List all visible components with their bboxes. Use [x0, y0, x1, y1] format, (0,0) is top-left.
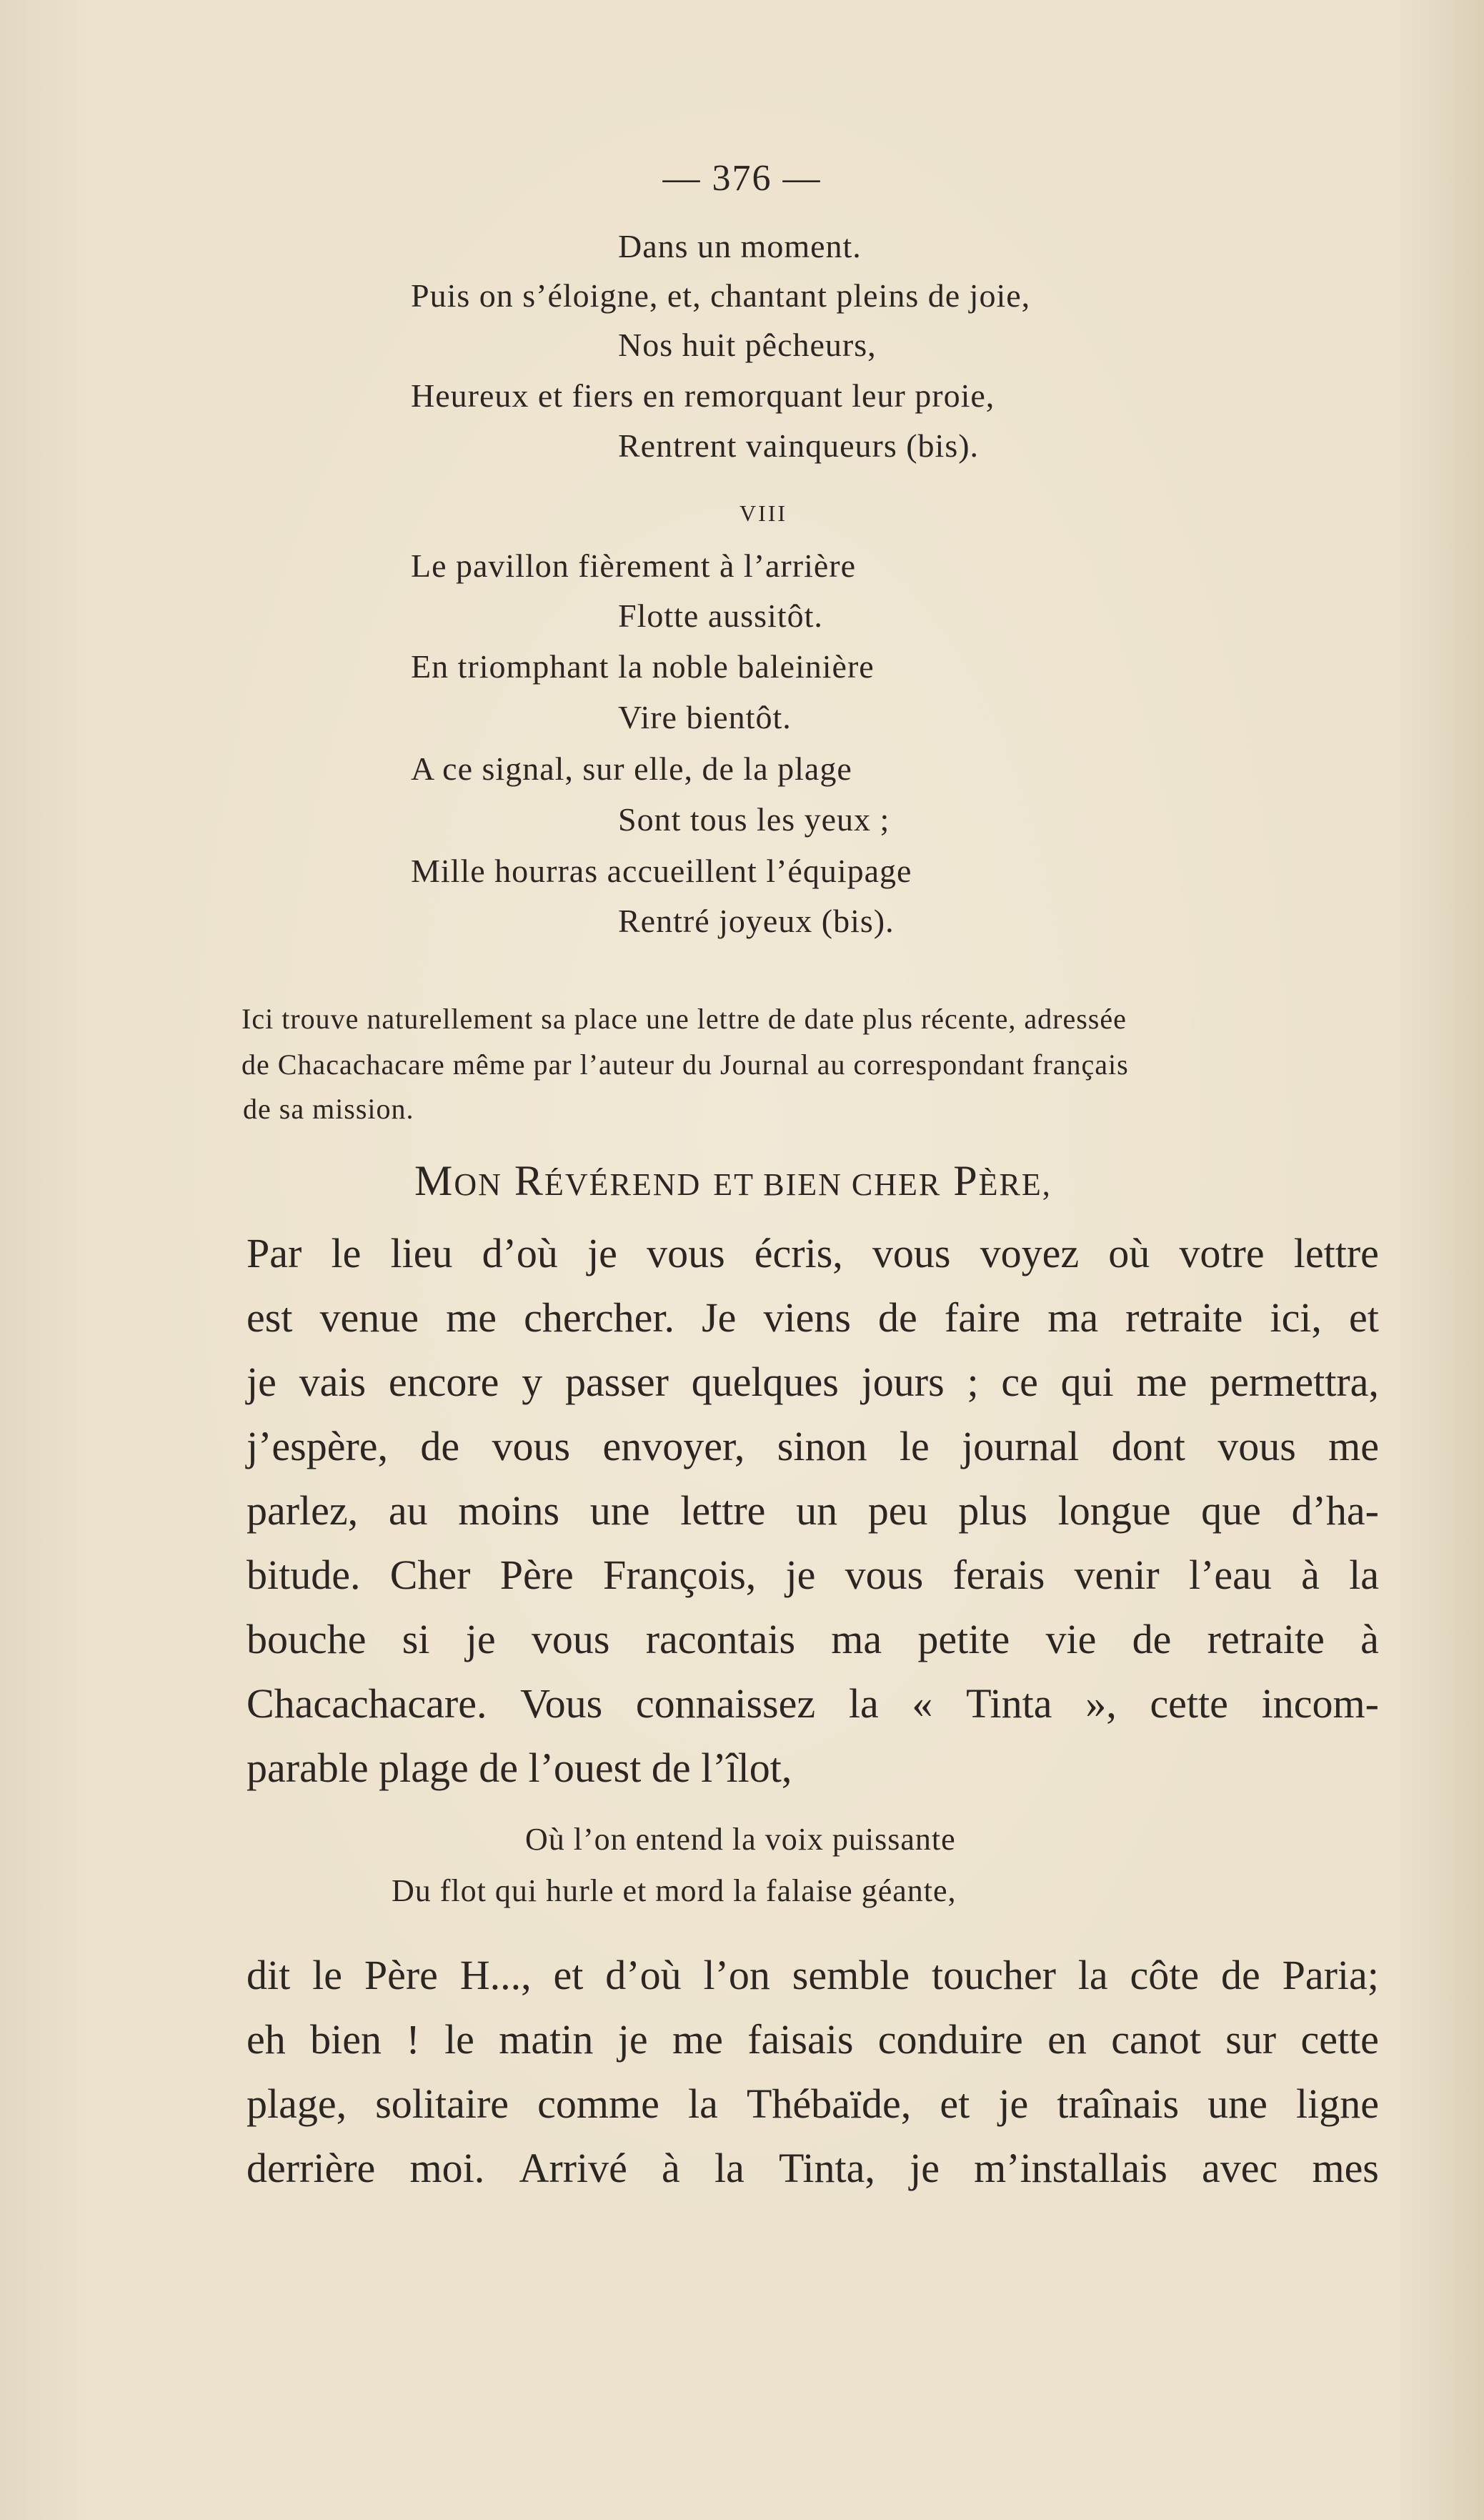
word: derrière [246, 2145, 376, 2191]
salutation-p: P [953, 1157, 979, 1204]
prose-line [246, 2144, 1379, 2192]
word: venir [1074, 1552, 1160, 1598]
word: y [522, 1359, 543, 1405]
word: canot [1111, 2016, 1201, 2063]
salutation [414, 1156, 1052, 1206]
word: à [662, 2145, 680, 2191]
word: de [420, 1423, 460, 1469]
verse-line: Rentré joyeux (bis). [618, 903, 895, 939]
word: ici, [1270, 1294, 1322, 1341]
word: la [688, 2080, 718, 2127]
word: de [878, 1294, 917, 1341]
word: en [1047, 2016, 1087, 2063]
verse-line: Puis on s’éloigne, et, chantant pleins de joie, [411, 277, 1031, 314]
salutation-ere: ÈRE, [978, 1167, 1052, 1202]
word: peu [867, 1487, 928, 1534]
word: Paria; [1282, 1952, 1379, 1998]
word: m’installais [974, 2145, 1167, 2191]
word: parlez, [246, 1487, 359, 1534]
verse-line: En triomphant la noble baleinière [411, 648, 875, 685]
word: une [589, 1487, 650, 1534]
word: l’eau [1188, 1552, 1272, 1598]
word: le [444, 2016, 474, 2063]
word: Père [499, 1552, 574, 1598]
intro-line: de sa mission. [243, 1093, 414, 1125]
word: lettre [680, 1487, 766, 1534]
word: H..., [459, 1952, 532, 1998]
word: longue [1057, 1487, 1171, 1534]
word: me [446, 1294, 497, 1341]
word: Tinta [966, 1680, 1052, 1727]
word: vous [845, 1552, 924, 1598]
stanza-number: VIII [739, 500, 788, 526]
word: je [998, 2080, 1029, 2127]
word: vous [1217, 1423, 1296, 1469]
verse-line: Rentrent vainqueurs (bis). [618, 427, 980, 464]
word: Chacachacare. [246, 1680, 487, 1727]
word: un [796, 1487, 838, 1534]
prose-line [246, 1229, 1379, 1277]
word: ferais [952, 1552, 1045, 1598]
word: solitaire [375, 2080, 509, 2127]
word: jours [861, 1359, 945, 1405]
word: je [465, 1616, 496, 1662]
word: racontais [645, 1616, 796, 1662]
word: François, [603, 1552, 757, 1598]
salutation-on: ON [454, 1167, 502, 1202]
intro-line: Ici trouve naturellement sa place une lettre de date plus récente, adressée [241, 1003, 1127, 1035]
word: ligne [1295, 2080, 1379, 2127]
word: ce [1001, 1359, 1038, 1405]
word: au [388, 1487, 428, 1534]
word: je [587, 1230, 617, 1276]
word: et [1349, 1294, 1379, 1341]
word: cette [1150, 1680, 1228, 1727]
word: l’on [703, 1952, 770, 1998]
word: incom- [1261, 1680, 1379, 1727]
verse-line: Nos huit pêcheurs, [618, 327, 877, 363]
word: faisais [747, 2016, 854, 2063]
word: est [246, 1294, 293, 1341]
prose-line [246, 1951, 1379, 1999]
word: chercher. [524, 1294, 674, 1341]
word: la [848, 1680, 879, 1727]
word: d’où [605, 1952, 682, 1998]
word: j’espère, [246, 1423, 389, 1469]
verse-line: Heureux et fiers en remorquant leur proie, [411, 377, 995, 414]
verse-line: Sont tous les yeux ; [618, 801, 890, 838]
word: qui [1060, 1359, 1114, 1405]
word: vais [299, 1359, 367, 1405]
word: retraite [1125, 1294, 1243, 1341]
word: Thébaïde, [746, 2080, 912, 2127]
word: viens [763, 1294, 851, 1341]
verse-line: Vire bientôt. [618, 699, 792, 735]
prose-line [246, 2015, 1379, 2063]
quote-line: Où l’on entend la voix puissante [525, 1822, 956, 1857]
word: me [1136, 1359, 1187, 1405]
verse-line: A ce signal, sur elle, de la plage [411, 750, 852, 787]
word: vous [492, 1423, 571, 1469]
word: venue [319, 1294, 419, 1341]
word: ma [1047, 1294, 1099, 1341]
word: le [312, 1952, 342, 1998]
word: je [910, 2145, 940, 2191]
word: avec [1202, 2145, 1278, 2191]
word: je [785, 1552, 816, 1598]
word: et [940, 2080, 970, 2127]
word: sur [1225, 2016, 1277, 2063]
word: moi. [409, 2145, 485, 2191]
word: bouche [246, 1616, 367, 1662]
word: côte [1130, 1952, 1200, 1998]
word: je [246, 1359, 277, 1405]
word: vous [647, 1230, 725, 1276]
word: connaissez [635, 1680, 816, 1727]
prose-line [246, 1615, 1379, 1663]
word: « [912, 1680, 933, 1727]
word: où [1108, 1230, 1150, 1276]
word: vous [872, 1230, 951, 1276]
word: quelques [691, 1359, 839, 1405]
verse-line: Le pavillon fièrement à l’arrière [411, 547, 857, 584]
word: cette [1300, 2016, 1379, 2063]
verse-line: Mille hourras accueillent l’équipage [411, 853, 912, 889]
word: lieu [390, 1230, 453, 1276]
word: plus [958, 1487, 1027, 1534]
word: dit [246, 1952, 291, 1998]
word: sinon [777, 1423, 867, 1469]
word: que [1201, 1487, 1261, 1534]
word: Par [246, 1230, 302, 1276]
salutation-m: M [414, 1157, 454, 1204]
word: écris, [754, 1230, 843, 1276]
word: à [1360, 1616, 1379, 1662]
word: eh [246, 2016, 286, 2063]
word: petite [917, 1616, 1010, 1662]
word: Vous [520, 1680, 603, 1727]
verse-line: Dans un moment. [618, 228, 862, 264]
word: matin [499, 2016, 594, 2063]
word: mes [1312, 2145, 1379, 2191]
word: envoyer, [602, 1423, 745, 1469]
prose-line [246, 1422, 1379, 1470]
word: bien [310, 2016, 382, 2063]
word: Je [702, 1294, 737, 1341]
word: conduire [877, 2016, 1023, 2063]
prose-line [246, 1487, 1379, 1534]
word: de [1220, 1952, 1260, 1998]
word: journal [962, 1423, 1080, 1469]
word: la [1349, 1552, 1379, 1598]
word: le [331, 1230, 362, 1276]
word: encore [388, 1359, 499, 1405]
word: votre [1179, 1230, 1265, 1276]
word: si [402, 1616, 430, 1662]
word: je [617, 2016, 648, 2063]
word: d’ha- [1291, 1487, 1379, 1534]
word: Père [364, 1952, 438, 1998]
verse-line: Flotte aussitôt. [618, 597, 823, 634]
word: », [1085, 1680, 1117, 1727]
word: plage, [246, 2080, 347, 2127]
salutation-mid: ET BIEN CHER [713, 1167, 942, 1202]
word: d’où [482, 1230, 558, 1276]
prose-line [246, 1358, 1379, 1406]
word: dont [1111, 1423, 1185, 1469]
intro-line: de Chacachacare même par l’auteur du Journal au correspondant français [241, 1048, 1129, 1081]
word: voyez [980, 1230, 1080, 1276]
word: et [553, 1952, 584, 1998]
word: Tinta, [779, 2145, 875, 2191]
word: lettre [1293, 1230, 1379, 1276]
salutation-r: R [514, 1157, 544, 1204]
prose-line: parable plage de l’ouest de l’îlot, [246, 1745, 792, 1791]
word: toucher [931, 1952, 1056, 1998]
word: à [1301, 1552, 1320, 1598]
quote-line: Du flot qui hurle et mord la falaise géante, [392, 1873, 957, 1908]
word: me [1328, 1423, 1379, 1469]
salutation-everend: ÉVÉREND [544, 1167, 702, 1202]
word: comme [537, 2080, 659, 2127]
word: permettra, [1210, 1359, 1379, 1405]
word: ; [967, 1359, 979, 1405]
word: me [672, 2016, 723, 2063]
word: la [1077, 1952, 1108, 1998]
word: retraite [1207, 1616, 1325, 1662]
word: une [1207, 2080, 1268, 2127]
word: passer [564, 1359, 669, 1405]
word: semble [792, 1952, 910, 1998]
word: le [899, 1423, 930, 1469]
word: la [714, 2145, 745, 2191]
page-number: — 376 — [662, 158, 822, 199]
word: vie [1045, 1616, 1097, 1662]
prose-line [246, 1680, 1379, 1727]
word: traînais [1057, 2080, 1180, 2127]
word: de [1132, 1616, 1172, 1662]
word: Cher [389, 1552, 471, 1598]
prose-line [246, 1551, 1379, 1599]
word: vous [531, 1616, 610, 1662]
word: faire [944, 1294, 1021, 1341]
word: ma [831, 1616, 882, 1662]
word: ! [406, 2016, 420, 2063]
word: Arrivé [519, 2145, 627, 2191]
prose-line [246, 2080, 1379, 2128]
word: bitude. [246, 1552, 361, 1598]
prose-line [246, 1294, 1379, 1341]
word: moins [458, 1487, 560, 1534]
